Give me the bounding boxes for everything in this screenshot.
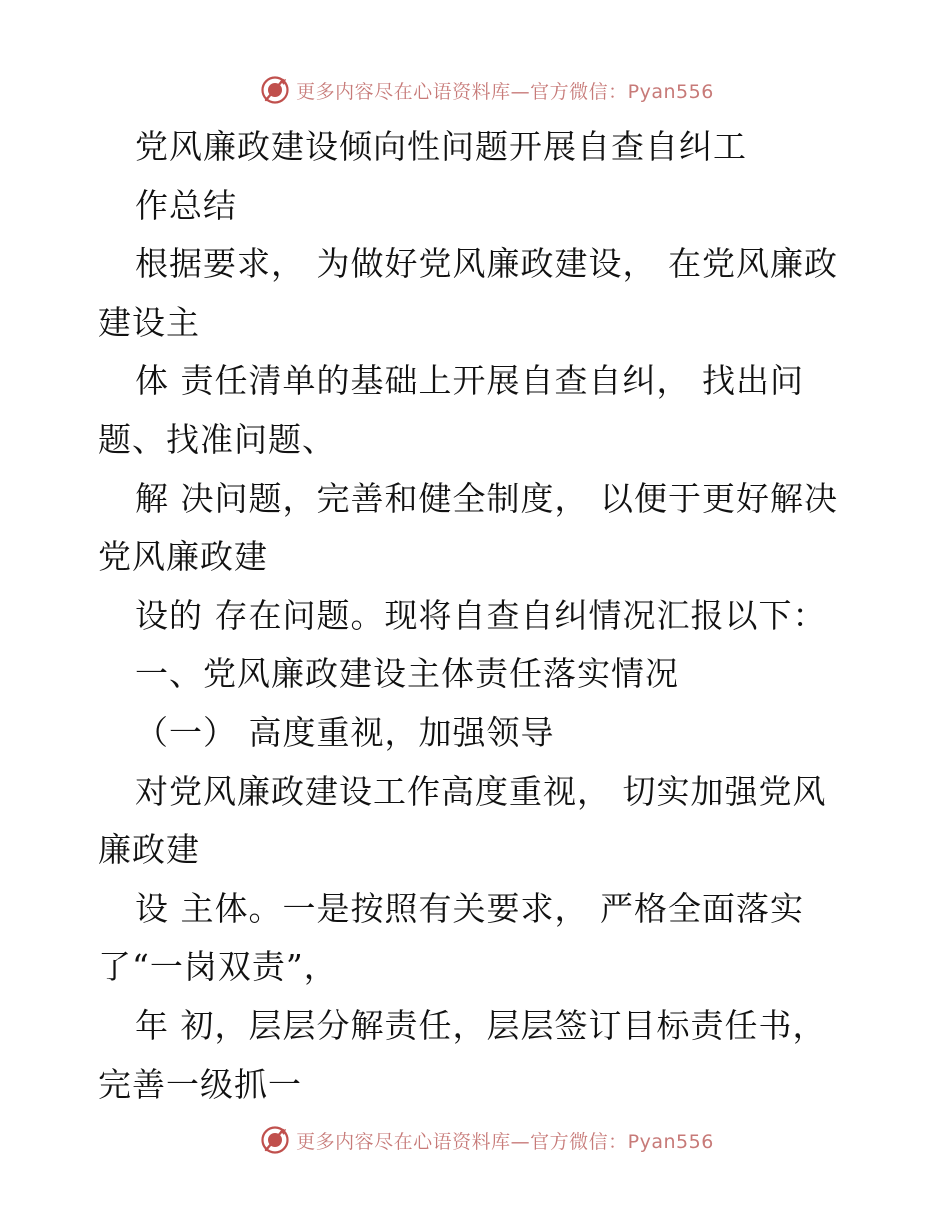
text-line: 作总结: [135, 185, 237, 225]
footer-watermark: [0, 1120, 950, 1160]
text-line: 建设主: [98, 302, 200, 342]
text-line: 题、找准问题、: [98, 419, 336, 459]
text-line: 一、党风廉政建设主体责任落实情况: [135, 654, 679, 694]
text-line: 党风廉政建: [98, 537, 268, 577]
text-line: 对党风廉政建设工作高度重视， 切实加强党风: [135, 771, 827, 811]
text-line: 廉政建: [98, 830, 200, 870]
header-watermark: [0, 70, 950, 110]
quill-seal-icon: [260, 75, 290, 105]
text-line: 体 责任清单的基础上开展自查自纠， 找出问: [135, 361, 804, 401]
text-line: 设 主体。一是按照有关要求， 严格全面落实: [135, 888, 804, 928]
watermark-text: 更多内容尽在心语资料库—官方微信：Pyan556: [296, 1130, 714, 1153]
text-line: 解 决问题，完善和健全制度， 以便于更好解决: [135, 478, 838, 518]
quill-seal-icon: [260, 1125, 290, 1155]
text-line: 根据要求， 为做好党风廉政建设， 在党风廉政: [135, 244, 838, 284]
document-body: [98, 118, 858, 1114]
text-line: 完善一级抓一: [98, 1064, 302, 1104]
watermark-text: 更多内容尽在心语资料库—官方微信：Pyan556: [296, 80, 714, 103]
text-line: 党风廉政建设倾向性问题开展自查自纠工: [135, 127, 747, 166]
text-line: 设的 存在问题。现将自查自纠情况汇报以下：: [135, 595, 827, 635]
text-line: 年 初，层层分解责任，层层签订目标责任书，: [135, 1005, 827, 1045]
text-line: （一） 高度重视，加强领导: [135, 712, 555, 752]
text-line: 了“一岗双责”，: [98, 947, 338, 987]
